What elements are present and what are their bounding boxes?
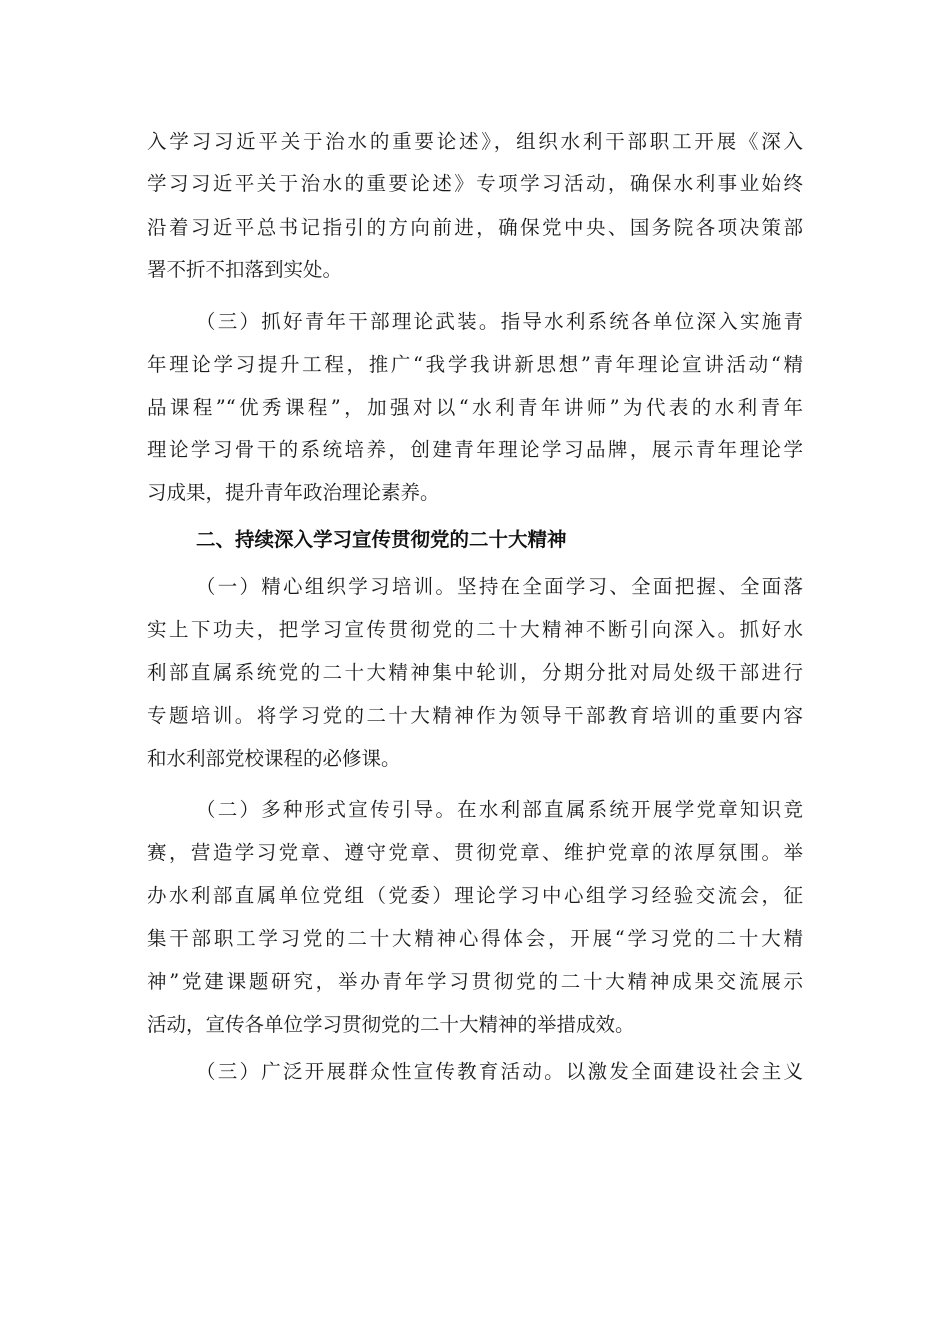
paragraph-2-line-4: 理论学习骨干的系统培养，创建青年理论学习品牌，展示青年理论学 <box>147 438 803 461</box>
paragraph-1-line-2: 学习习近平关于治水的重要论述》专项学习活动，确保水利事业始终 <box>147 172 803 195</box>
paragraph-3-line-3: 利部直属系统党的二十大精神集中轮训，分期分批对局处级干部进行 <box>147 661 803 684</box>
paragraph-4-line-3: 办水利部直属单位党组（党委）理论学习中心组学习经验交流会，征 <box>147 884 803 907</box>
paragraph-2-line-1: （三）抓好青年干部理论武装。指导水利系统各单位深入实施青 <box>196 310 803 333</box>
paragraph-2-line-2: 年理论学习提升工程，推广“我学我讲新思想”青年理论宣讲活动“精 <box>147 353 803 376</box>
paragraph-3-line-1: （一）精心组织学习培训。坚持在全面学习、全面把握、全面落 <box>196 575 803 598</box>
paragraph-4-line-5: 神”党建课题研究，举办青年学习贯彻党的二十大精神成果交流展示 <box>147 970 803 993</box>
paragraph-2-line-5: 习成果，提升青年政治理论素养。 <box>147 481 440 504</box>
section-heading: 二、持续深入学习宣传贯彻党的二十大精神 <box>196 528 567 551</box>
paragraph-4-line-1: （二）多种形式宣传引导。在水利部直属系统开展学党章知识竞 <box>196 798 803 821</box>
paragraph-4-line-4: 集干部职工学习党的二十大精神心得体会，开展“学习党的二十大精 <box>147 927 803 950</box>
paragraph-4-line-2: 赛，营造学习党章、遵守党章、贯彻党章、维护党章的浓厚氛围。举 <box>147 841 803 864</box>
paragraph-5-line-1: （三）广泛开展群众性宣传教育活动。以激发全面建设社会主义 <box>196 1060 803 1083</box>
paragraph-3-line-2: 实上下功夫，把学习宣传贯彻党的二十大精神不断引向深入。抓好水 <box>147 618 803 641</box>
paragraph-3-line-4: 专题培训。将学习党的二十大精神作为领导干部教育培训的重要内容 <box>147 704 803 727</box>
paragraph-1-line-3: 沿着习近平总书记指引的方向前进，确保党中央、国务院各项决策部 <box>147 216 803 239</box>
paragraph-1-line-4: 署不折不扣落到实处。 <box>147 258 343 281</box>
paragraph-2-line-3: 品课程”“优秀课程”，加强对以“水利青年讲师”为代表的水利青年 <box>147 396 803 419</box>
paragraph-3-line-5: 和水利部党校课程的必修课。 <box>147 747 401 770</box>
paragraph-1-line-1: 入学习习近平关于治水的重要论述》，组织水利干部职工开展《深入 <box>147 130 803 153</box>
paragraph-4-line-6: 活动，宣传各单位学习贯彻党的二十大精神的举措成效。 <box>147 1013 635 1036</box>
